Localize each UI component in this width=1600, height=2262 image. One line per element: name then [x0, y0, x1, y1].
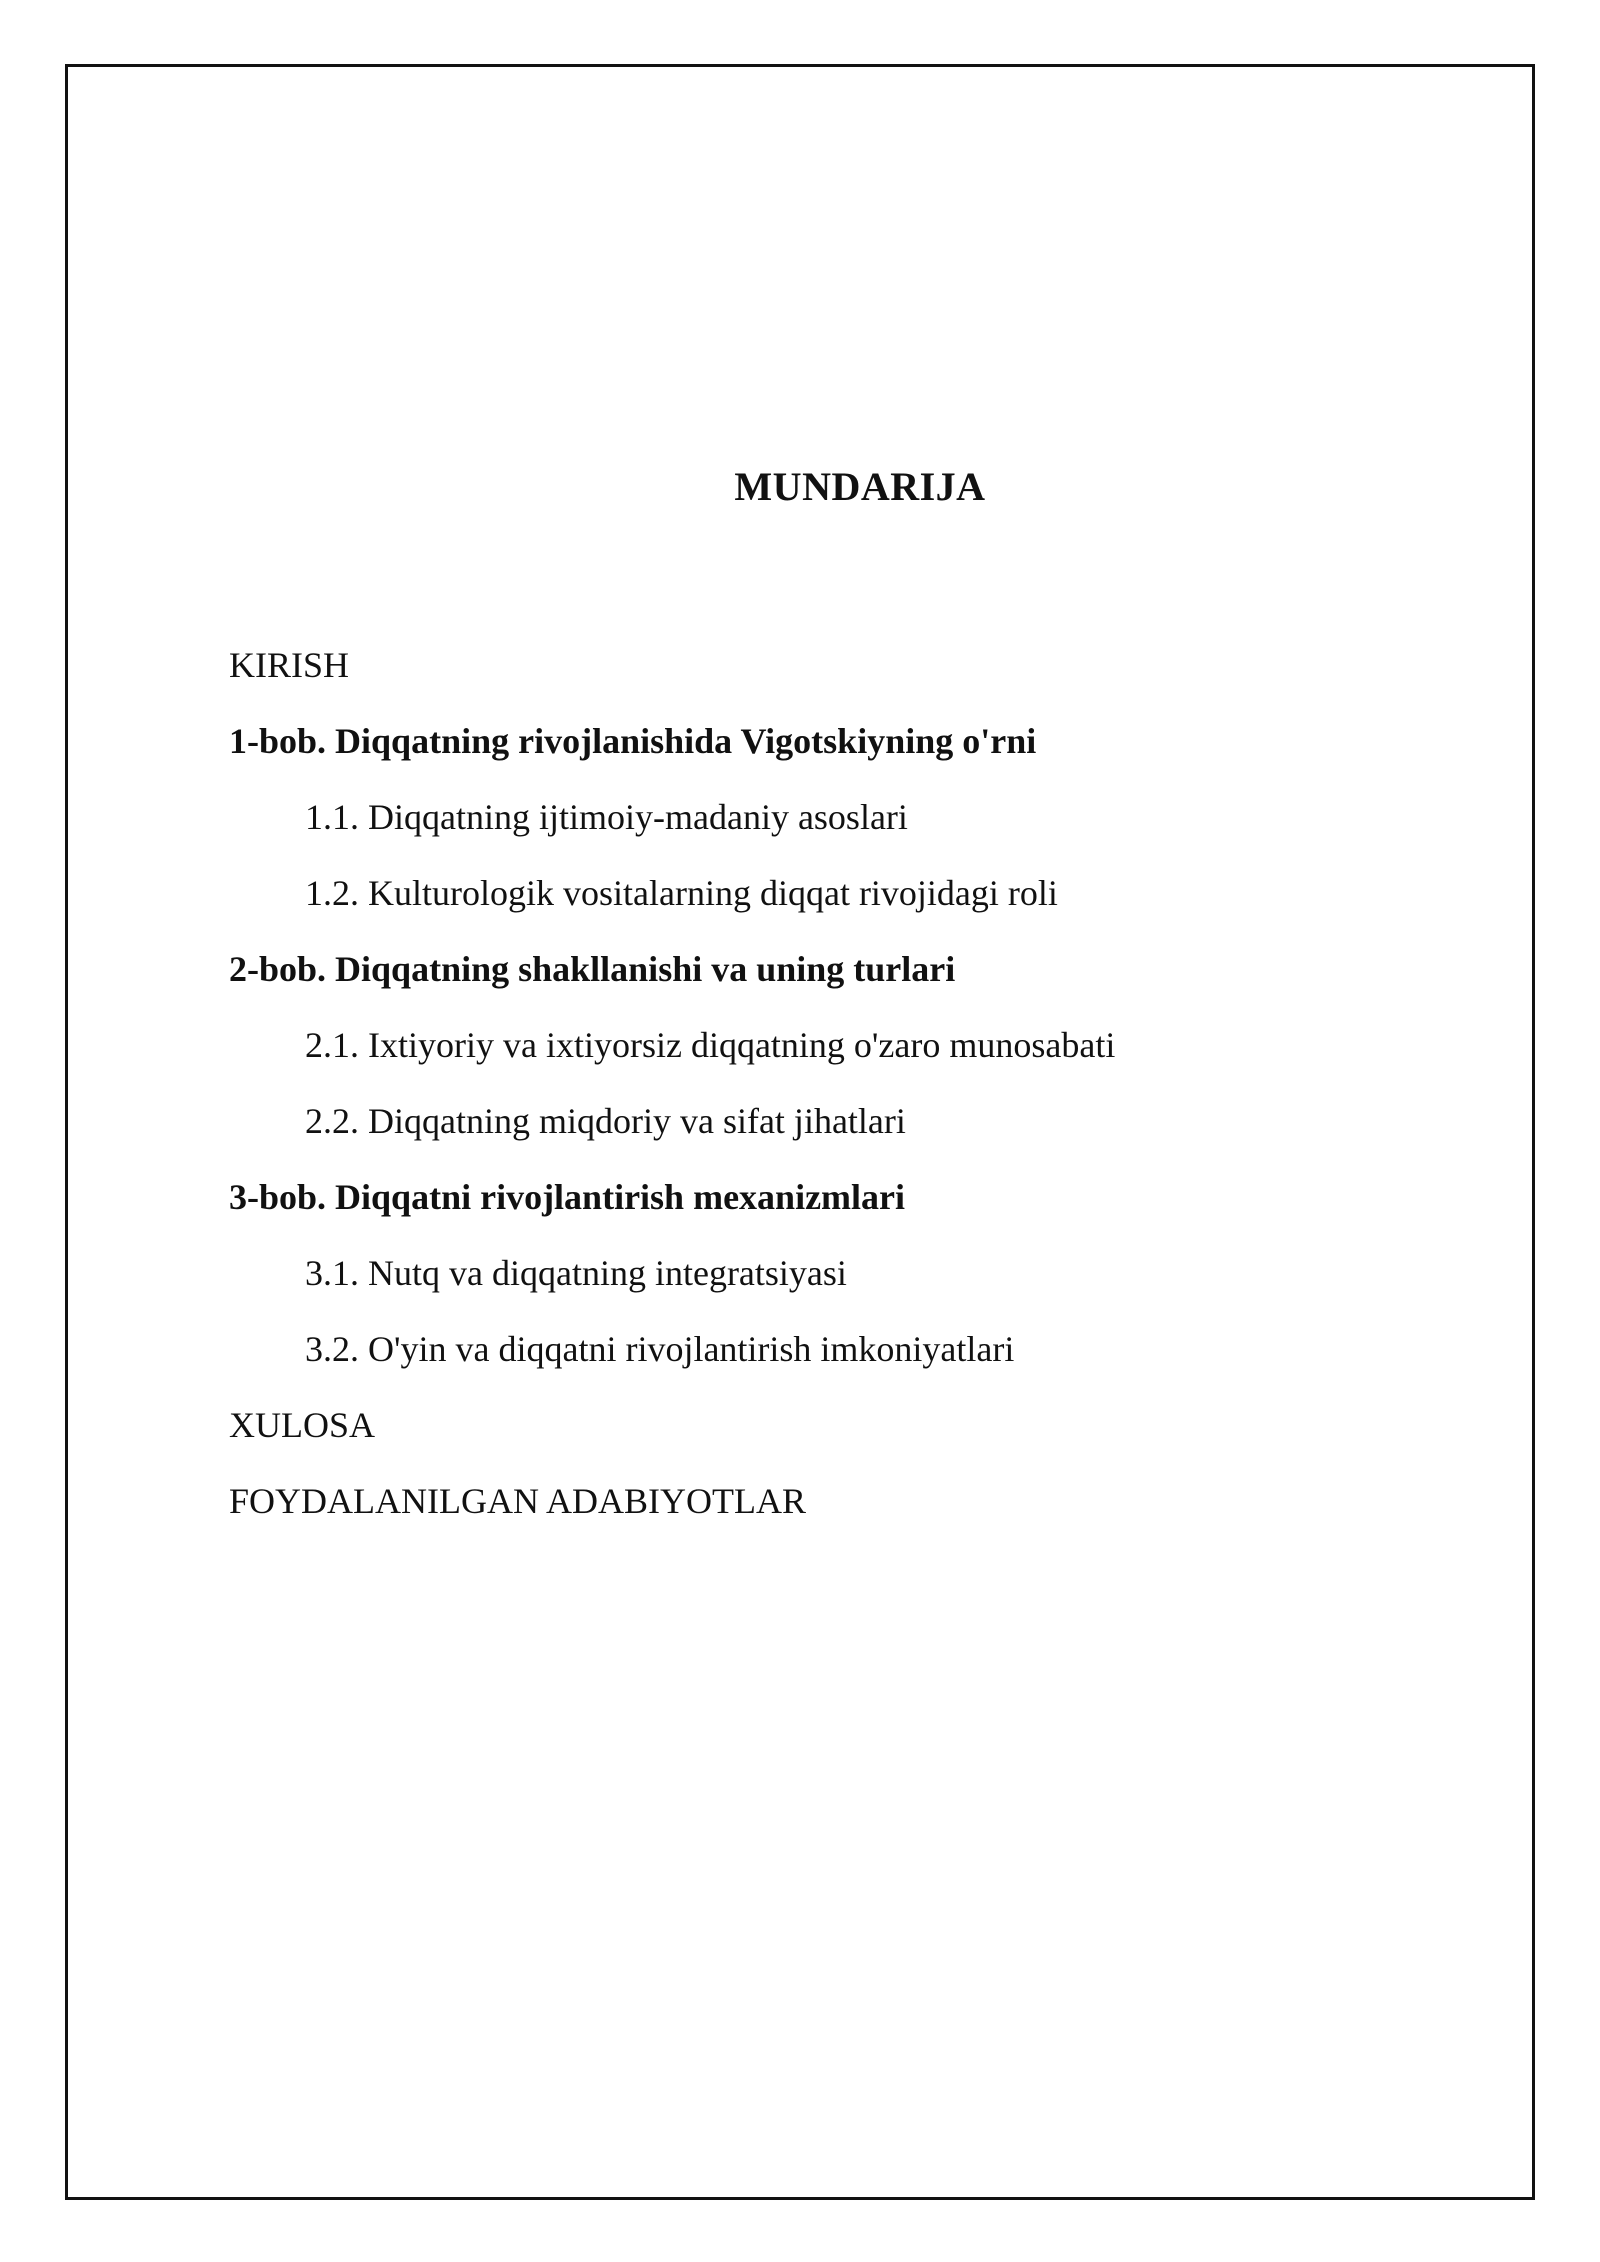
toc-entry-chapter-3[interactable]: 3-bob. Diqqatni rivojlantirish mexanizmlari	[229, 1177, 906, 1217]
toc-entry-chapter-2[interactable]: 2-bob. Diqqatning shakllanishi va uning turlari	[229, 949, 956, 989]
toc-entry-conclusion[interactable]: XULOSA	[229, 1405, 376, 1445]
table-of-contents	[229, 636, 1115, 1548]
page-title: MUNDARIJA	[734, 464, 986, 509]
toc-entry-section-2-2[interactable]: 2.2. Diqqatning miqdoriy va sifat jihatlari	[305, 1101, 906, 1141]
toc-entry-introduction[interactable]: KIRISH	[229, 645, 350, 685]
toc-entry-section-3-1[interactable]: 3.1. Nutq va diqqatning integratsiyasi	[305, 1253, 847, 1293]
toc-entry-section-3-2[interactable]: 3.2. O'yin va diqqatni rivojlantirish imkoniyatlari	[305, 1329, 1015, 1369]
toc-entry-section-1-1[interactable]: 1.1. Diqqatning ijtimoiy-madaniy asoslari	[305, 797, 908, 837]
toc-entry-references[interactable]: FOYDALANILGAN ADABIYOTLAR	[229, 1481, 806, 1521]
toc-entry-section-1-2[interactable]: 1.2. Kulturologik vositalarning diqqat rivojidagi roli	[305, 873, 1058, 913]
toc-entry-chapter-1[interactable]: 1-bob. Diqqatning rivojlanishida Vigotskiyning o'rni	[229, 721, 1037, 761]
toc-entry-section-2-1[interactable]: 2.1. Ixtiyoriy va ixtiyorsiz diqqatning o'zaro munosabati	[305, 1025, 1116, 1065]
